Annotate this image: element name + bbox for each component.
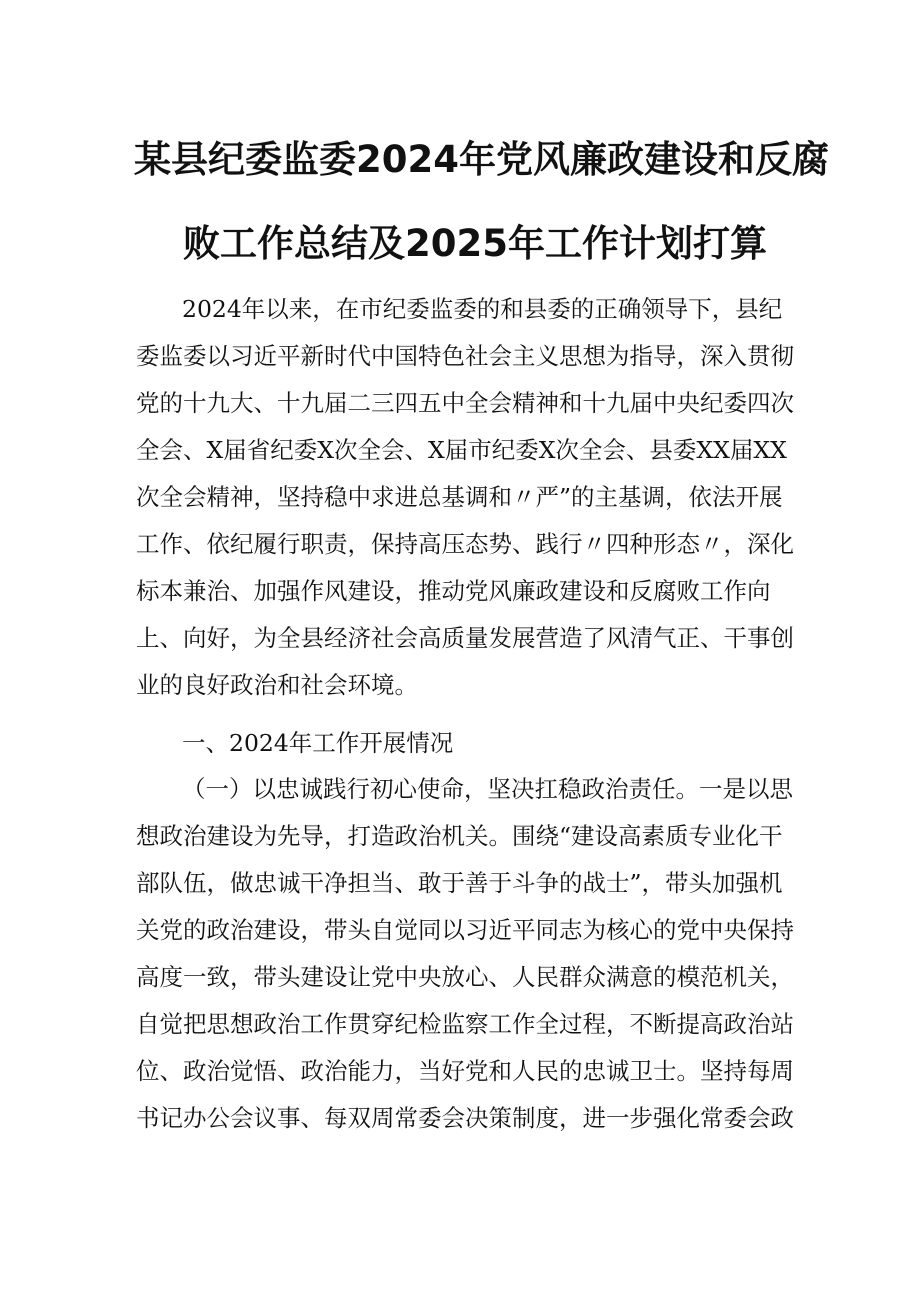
paragraph-1-line-9: 业的良好政治和社会环境。 <box>136 671 418 699</box>
paragraph-2-line-2: 想政治建设为先导，打造政治机关。围绕“建设高素质专业化干 <box>136 822 783 850</box>
paragraph-2-line-1: （一）以忠诚践行初心使命，坚决扛稳政治责任。一是以思 <box>182 775 793 803</box>
paragraph-1-line-8: 上、向好，为全县经济社会高质量发展营造了风清气正、干事创 <box>136 624 794 652</box>
paragraph-1-line-6: 工作、依纪履行职责，保持高压态势、践行〃四种形态〃，深化 <box>136 530 794 558</box>
paragraph-1-line-3: 党的十九大、十九届二三四五中全会精神和十九届中央纪委四次 <box>136 389 794 417</box>
paragraph-2-line-6: 自觉把思想政治工作贯穿纪检监察工作全过程，不断提高政治站 <box>136 1010 794 1038</box>
paragraph-2-line-7: 位、政治觉悟、政治能力，当好党和人民的忠诚卫士。坚持每周 <box>136 1057 794 1085</box>
paragraph-1-line-4: 全会、X届省纪委X次全会、X届市纪委X次全会、县委XX届XX <box>136 436 787 464</box>
paragraph-2-line-3: 部队伍，做忠诚干净担当、敢于善于斗争的战士”，带头加强机 <box>136 869 783 897</box>
paragraph-1-line-2: 委监委以习近平新时代中国特色社会主义思想为指导，深入贯彻 <box>136 342 794 370</box>
paragraph-2-line-5: 高度一致，带头建设让党中央放心、人民群众满意的模范机关， <box>136 963 794 991</box>
section-heading: 一、2024年工作开展情况 <box>182 729 454 757</box>
paragraph-2-line-4: 关党的政治建设，带头自觉同以习近平同志为核心的党中央保持 <box>136 916 794 944</box>
paragraph-1-line-5: 次全会精神，坚持稳中求进总基调和〃严”的主基调，依法开展 <box>136 483 783 511</box>
document-title-line-1: 某县纪委监委2024年党风廉政建设和反腐 <box>134 138 829 181</box>
paragraph-2-line-8: 书记办公会议事、每双周常委会决策制度，进一步强化常委会政 <box>136 1104 794 1132</box>
paragraph-1-line-1: 2024年以来，在市纪委监委的和县委的正确领导下，县纪 <box>182 295 783 323</box>
paragraph-1-line-7: 标本兼治、加强作风建设，推动党风廉政建设和反腐败工作向 <box>136 577 771 605</box>
document-title-line-2: 败工作总结及2025年工作计划打算 <box>183 222 767 265</box>
